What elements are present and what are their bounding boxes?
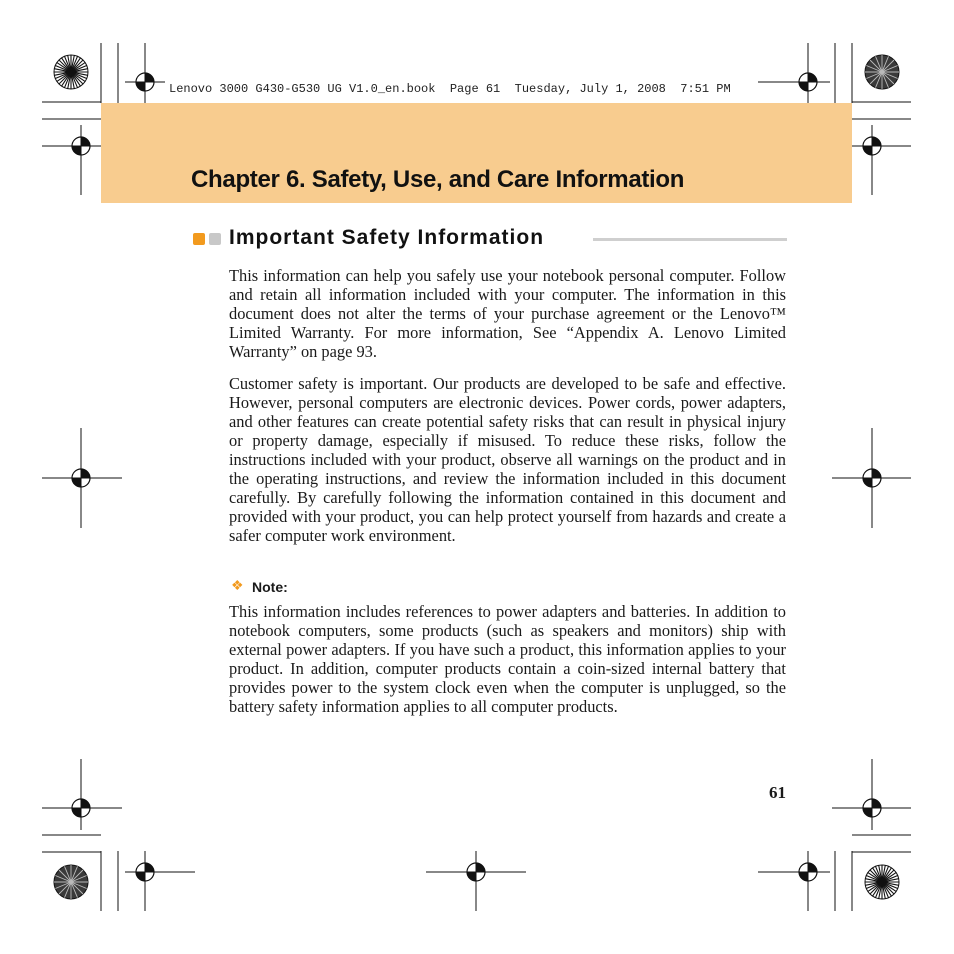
- note-paragraph: This information includes references to power adapters and batteries. In addition to notebook computers, some products (such as speakers and monitors) ship with external power adapters. If you have such a product, this information applies to your product. In addition, computer products contain a coin-sized internal battery that provides power to the system clock even when the computer is unplugged, so the battery safety information applies to all computer products.: [229, 602, 786, 716]
- page-number: 61: [769, 783, 786, 802]
- print-header: Lenovo 3000 G430-G530 UG V1.0_en.book Page 61 Tuesday, July 1, 2008 7:51 PM: [169, 82, 731, 96]
- note-label: Note:: [252, 579, 288, 595]
- heading-rule: [593, 238, 787, 241]
- intro-paragraph: This information can help you safely use your notebook personal computer. Follow and retain all information included with your computer. The information in this document does not alter the terms of your purchase agreement or the Lenovo™ Limited Warranty. For more information, See “Appendix A. Lenovo Limited Warranty” on page 93.: [229, 266, 786, 361]
- orange-square-bullet-icon: [193, 233, 205, 245]
- chapter-title: Chapter 6. Safety, Use, and Care Information: [191, 166, 685, 193]
- gray-square-bullet-icon: [209, 233, 221, 245]
- safety-paragraph: Customer safety is important. Our products are developed to be safe and effective. However, personal computers are electronic devices. Power cords, power adapters, and other features can create potential safety risks that can result in physical injury or property damage, especially if misused. To reduce these risks, follow the instructions included with your product, observe all warnings on the product and in the operating instructions, and review the information included in this document carefully. By carefully following the information contained in this document and provided with your product, you can help protect yourself from hazards and create a safer computer work environment.: [229, 374, 786, 545]
- section-title: Important Safety Information: [229, 226, 545, 249]
- section-heading: [193, 226, 787, 252]
- diamond-note-icon: ❖: [231, 579, 244, 594]
